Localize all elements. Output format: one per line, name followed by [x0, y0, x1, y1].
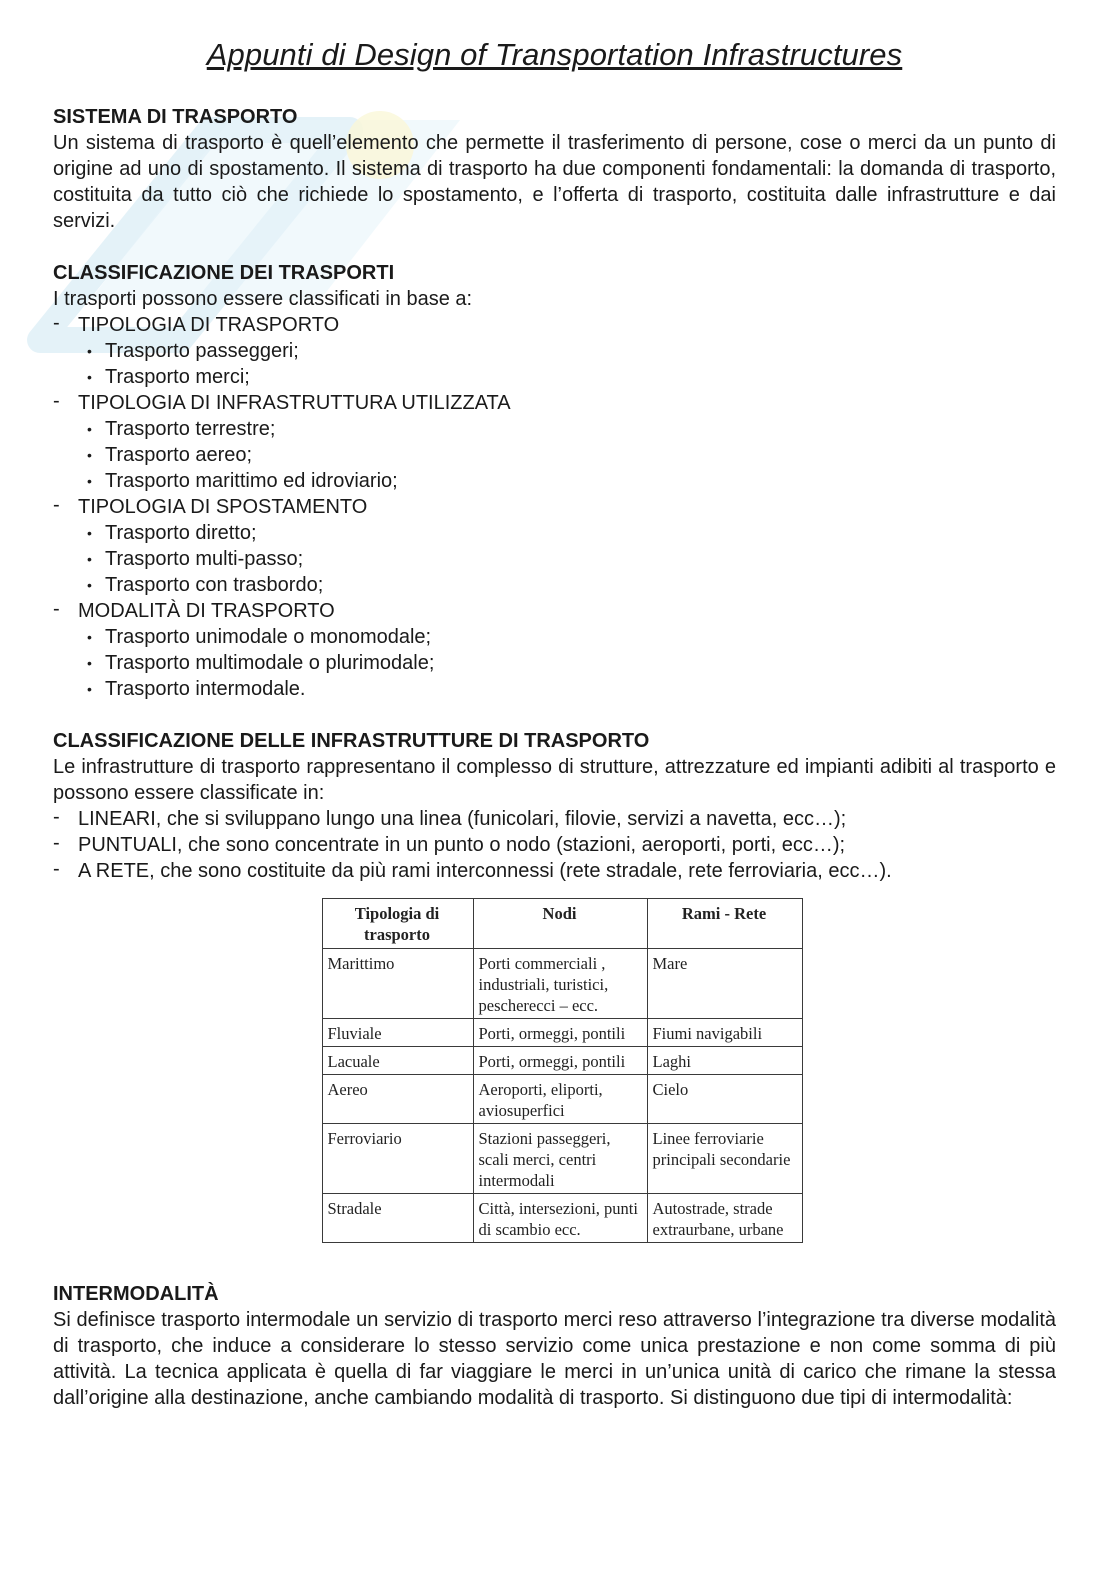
- table-cell: Autostrade, strade extraurbane, urbane: [647, 1194, 802, 1243]
- table-cell: Cielo: [647, 1075, 802, 1124]
- section-paragraph: Si definisce trasporto intermodale un servizio di trasporto merci reso attraverso l’integrazione tra diverse modalità di trasporto, che induce a considerare lo stesso servizio come unica prestazione e non come somma di più attività. La tecnica applicata è quella di far viaggiare le merci in un’unica unità di carico che rimane la stessa dall’origine alla destinazione, anche cambiando modalità di trasporto. Si distinguono due tipi di intermodalità:: [53, 1309, 1056, 1409]
- table-cell: Città, intersezioni, punti di scambio ecc.: [473, 1194, 647, 1243]
- table-header-cell: Nodi: [473, 899, 647, 949]
- table-cell: Marittimo: [322, 949, 473, 1019]
- table-cell: Porti commerciali , industriali, turistici, pescherecci – ecc.: [473, 949, 647, 1019]
- list-item: - TIPOLOGIA DI SPOSTAMENTO: [53, 494, 368, 518]
- list-item: - LINEARI, che si sviluppano lungo una linea (funicolari, filovie, servizi a navetta, ecc…);: [53, 806, 847, 830]
- list-item: - TIPOLOGIA DI INFRASTRUTTURA UTILIZZATA: [53, 390, 511, 414]
- section-classificazione-trasporti: [53, 260, 1056, 702]
- list-item: - A RETE, che sono costituite da più rami interconnessi (rete stradale, rete ferroviaria, ecc…).: [53, 858, 892, 882]
- list-item: • Trasporto diretto;: [87, 522, 257, 544]
- list-item: • Trasporto aereo;: [87, 444, 253, 466]
- table-cell: Porti, ormeggi, pontili: [473, 1047, 647, 1075]
- table-row: [322, 1047, 802, 1075]
- sub-list: [53, 338, 1056, 390]
- sub-list: [53, 624, 1056, 702]
- section-intermodalita: [53, 1281, 1056, 1411]
- list-item: • Trasporto con trasbordo;: [87, 574, 324, 596]
- classification-list: [53, 390, 1056, 416]
- table-cell: Laghi: [647, 1047, 802, 1075]
- table-row: [322, 949, 802, 1019]
- section-sistema-di-trasporto: [53, 104, 1056, 234]
- list-item: • Trasporto multi-passo;: [87, 548, 304, 570]
- table-row: [322, 1194, 802, 1243]
- list-item: - TIPOLOGIA DI TRASPORTO: [53, 312, 340, 336]
- sub-list: [53, 416, 1056, 494]
- section-classificazione-infrastrutture: [53, 728, 1056, 1243]
- table-cell: Mare: [647, 949, 802, 1019]
- section-heading: INTERMODALITÀ: [53, 1283, 219, 1305]
- table-row: [322, 1124, 802, 1194]
- table-cell: Ferroviario: [322, 1124, 473, 1194]
- section-heading: CLASSIFICAZIONE DELLE INFRASTRUTTURE DI TRASPORTO: [53, 730, 650, 752]
- classification-list: [53, 494, 1056, 520]
- table-cell: Porti, ormeggi, pontili: [473, 1019, 647, 1047]
- section-paragraph: Un sistema di trasporto è quell’elemento che permette il trasferimento di persone, cose o merci da un punto di origine ad uno di spostamento. Il sistema di trasporto ha due componenti fondamentali: la domanda di trasporto, costituita da tutto ciò che richiede lo spostamento, e l’offerta di trasporto, costituita dalle infrastrutture e dai servizi.: [53, 132, 1056, 232]
- infrastructure-table: [322, 898, 803, 1243]
- page-title: Appunti di Design of Transportation Infrastructures: [206, 37, 903, 72]
- table-cell: Stradale: [322, 1194, 473, 1243]
- list-item: • Trasporto intermodale.: [87, 678, 306, 700]
- table-row: [322, 1019, 802, 1047]
- list-item: • Trasporto passeggeri;: [87, 340, 299, 362]
- table-header-row: [322, 899, 802, 949]
- group-label: MODALITÀ DI TRASPORTO: [78, 600, 335, 622]
- group-label: TIPOLOGIA DI SPOSTAMENTO: [78, 496, 368, 518]
- section-intro: I trasporti possono essere classificati in base a:: [53, 288, 473, 310]
- section-heading: SISTEMA DI TRASPORTO: [53, 106, 298, 128]
- table-cell: Aereo: [322, 1075, 473, 1124]
- list-item: • Trasporto marittimo ed idroviario;: [87, 470, 398, 492]
- table-cell: Linee ferroviarie principali secondarie: [647, 1124, 802, 1194]
- group-label: TIPOLOGIA DI INFRASTRUTTURA UTILIZZATA: [78, 392, 511, 414]
- list-item: - PUNTUALI, che sono concentrate in un punto o nodo (stazioni, aeroporti, porti, ecc…);: [53, 832, 846, 856]
- table-header-cell: Rami - Rete: [647, 899, 802, 949]
- classification-list: [53, 598, 1056, 624]
- list-item: • Trasporto unimodale o monomodale;: [87, 626, 432, 648]
- table-cell: Stazioni passeggeri, scali merci, centri intermodali: [473, 1124, 647, 1194]
- table-cell: Lacuale: [322, 1047, 473, 1075]
- table-header-cell: Tipologia di trasporto: [322, 899, 473, 949]
- table-cell: Aeroporti, eliporti, aviosuperfici: [473, 1075, 647, 1124]
- list-item: • Trasporto terrestre;: [87, 418, 276, 440]
- sub-list: [53, 520, 1056, 598]
- list-item: • Trasporto merci;: [87, 366, 250, 388]
- table-row: [322, 1075, 802, 1124]
- table-cell: Fluviale: [322, 1019, 473, 1047]
- list-item: - MODALITÀ DI TRASPORTO: [53, 598, 335, 622]
- infrastructure-list: [53, 806, 1056, 884]
- table-cell: Fiumi navigabili: [647, 1019, 802, 1047]
- section-paragraph: Le infrastrutture di trasporto rappresentano il complesso di strutture, attrezzature ed impianti adibiti al trasporto e possono essere classificate in:: [53, 756, 1056, 804]
- group-label: TIPOLOGIA DI TRASPORTO: [78, 314, 340, 336]
- list-item: • Trasporto multimodale o plurimodale;: [87, 652, 435, 674]
- section-heading: CLASSIFICAZIONE DEI TRASPORTI: [53, 262, 395, 284]
- classification-list: [53, 312, 1056, 338]
